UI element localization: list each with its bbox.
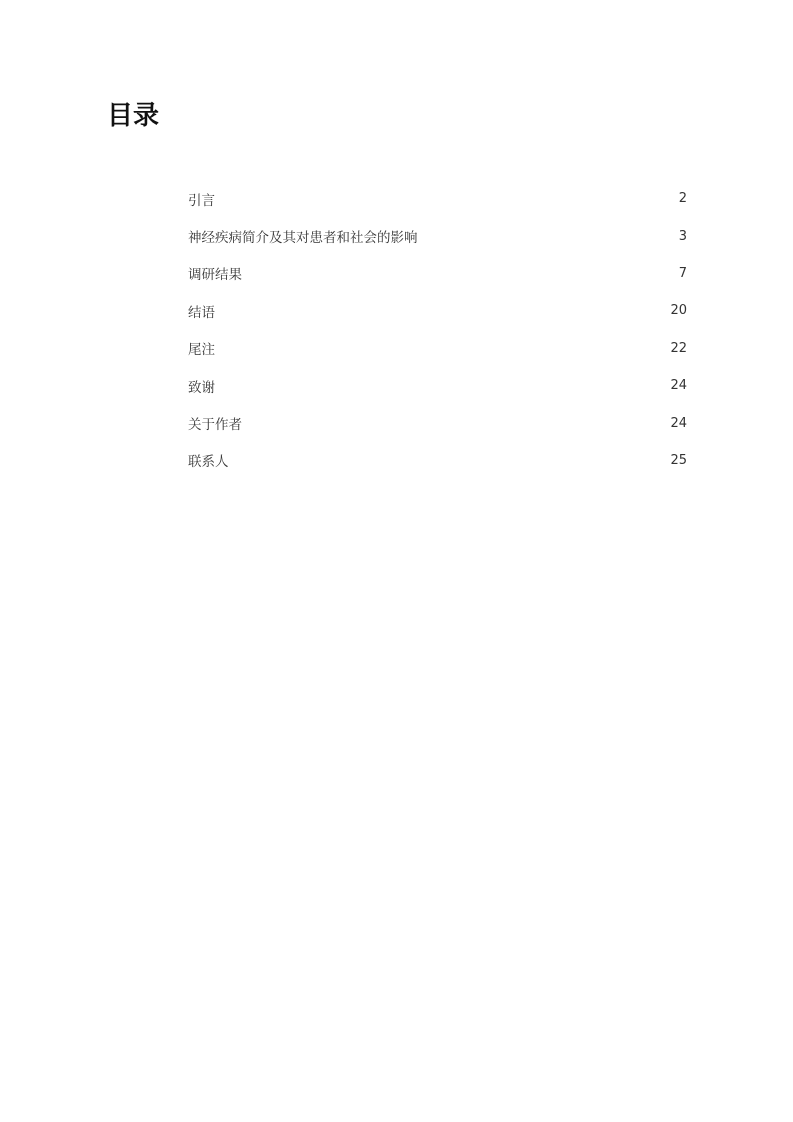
toc-entry-acknowledgements[interactable] bbox=[188, 367, 687, 404]
toc-entry-label: 尾注 bbox=[188, 342, 215, 359]
toc-entry-survey-results[interactable] bbox=[188, 255, 687, 292]
toc-entry-conclusion[interactable] bbox=[188, 292, 687, 329]
toc-entry-label: 致谢 bbox=[188, 379, 215, 396]
toc-entry-about-the-authors[interactable] bbox=[188, 404, 687, 441]
toc-entry-page-number: 3 bbox=[678, 228, 687, 244]
toc-entry-introduction[interactable] bbox=[188, 180, 687, 217]
toc-entry-label: 引言 bbox=[188, 192, 215, 209]
toc-entry-label: 神经疾病简介及其对患者和社会的影响 bbox=[188, 230, 418, 247]
toc-entry-label: 关于作者 bbox=[188, 417, 242, 434]
toc-entry-label: 联系人 bbox=[188, 454, 229, 471]
toc-entry-page-number: 24 bbox=[670, 415, 687, 431]
toc-entry-page-number: 7 bbox=[678, 265, 687, 281]
toc-entry-contacts[interactable] bbox=[188, 442, 687, 479]
table-of-contents bbox=[188, 180, 687, 479]
toc-entry-page-number: 20 bbox=[670, 303, 687, 319]
toc-entry-page-number: 24 bbox=[670, 378, 687, 394]
toc-entry-endnotes[interactable] bbox=[188, 330, 687, 367]
page-title: 目录 bbox=[107, 101, 160, 131]
toc-entry-page-number: 2 bbox=[678, 191, 687, 207]
toc-entry-label: 结语 bbox=[188, 304, 215, 321]
toc-entry-page-number: 22 bbox=[670, 340, 687, 356]
toc-entry-neurological-disease-overview[interactable] bbox=[188, 217, 687, 254]
toc-entry-label: 调研结果 bbox=[188, 267, 242, 284]
toc-entry-page-number: 25 bbox=[670, 452, 687, 468]
